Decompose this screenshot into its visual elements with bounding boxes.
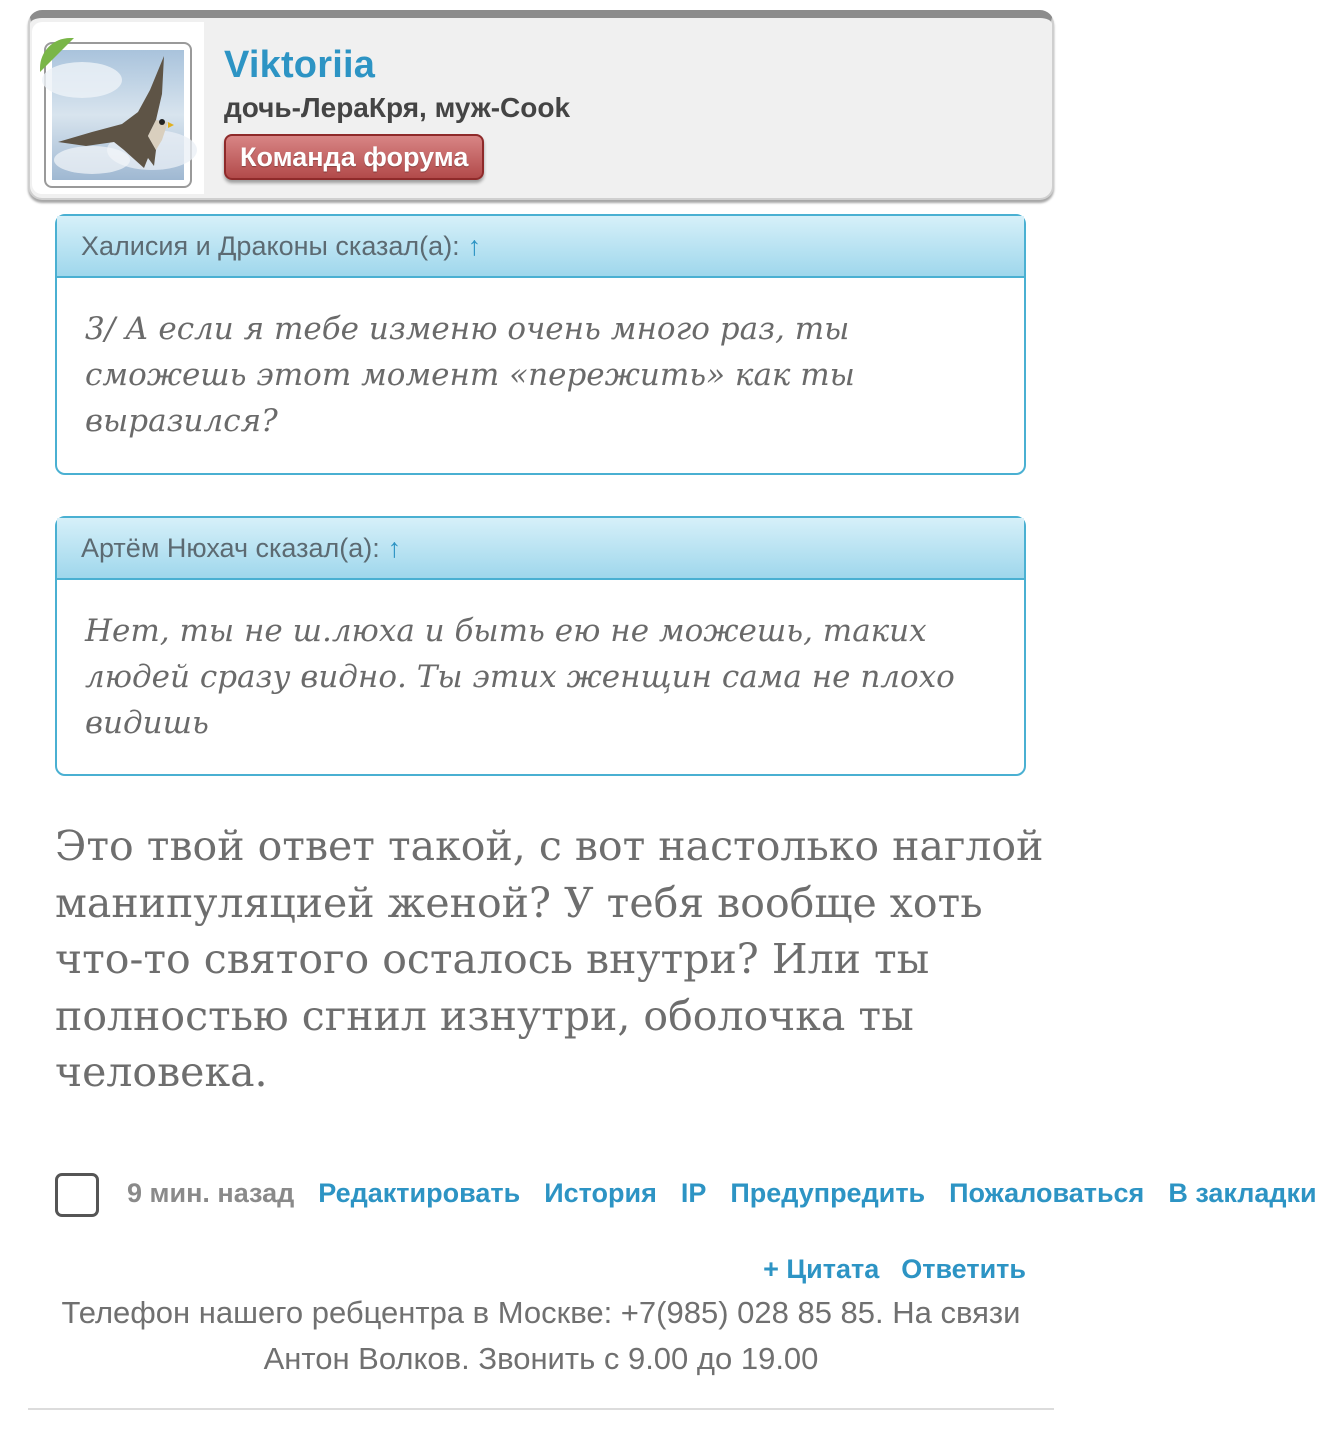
quote-button[interactable]: + Цитата bbox=[763, 1254, 880, 1284]
quote-text: Нет, ты не ш.люха и быть ею не можешь, таких людей сразу видно. Ты этих женщин сама не плохо видишь bbox=[85, 613, 955, 741]
edit-link[interactable]: Редактировать bbox=[318, 1178, 521, 1208]
post-divider bbox=[28, 1408, 1054, 1410]
warn-link[interactable]: Предупредить bbox=[730, 1178, 926, 1208]
quote-author: Артём Нюхач сказал(а): bbox=[81, 533, 380, 563]
quote-block bbox=[55, 516, 1026, 776]
quote-text: 3/ А если я тебе изменю очень много раз, ты сможешь этот момент «пережить» как ты выразился? bbox=[85, 311, 855, 439]
post-actions bbox=[127, 1174, 1317, 1213]
reply-button[interactable]: Ответить bbox=[901, 1254, 1026, 1284]
select-post-checkbox[interactable] bbox=[55, 1173, 99, 1217]
history-link[interactable]: История bbox=[544, 1178, 657, 1208]
avatar-container bbox=[32, 22, 204, 194]
reply-actions bbox=[741, 1250, 1026, 1288]
ip-link[interactable]: IP bbox=[680, 1178, 707, 1208]
user-name-link[interactable]: Viktoriia bbox=[224, 44, 376, 86]
quote-header bbox=[57, 216, 1024, 278]
quote-block bbox=[55, 214, 1026, 475]
jump-to-quote-icon[interactable]: ↑ bbox=[387, 533, 402, 563]
post-message: Это твой ответ такой, с вот настолько наглой манипуляцией женой? У тебя вообще хоть что-то святого осталось внутри? Или ты полностью сгнил изнутри, оболочка ты человека. bbox=[55, 822, 1044, 1096]
falcon-avatar-icon bbox=[52, 50, 184, 180]
team-badge: Команда форума bbox=[224, 134, 484, 180]
jump-to-quote-icon[interactable]: ↑ bbox=[467, 231, 482, 261]
report-link[interactable]: Пожаловаться bbox=[949, 1178, 1145, 1208]
bookmark-link[interactable]: В закладки bbox=[1168, 1178, 1317, 1208]
avatar[interactable] bbox=[44, 42, 192, 188]
post-time: 9 мин. назад bbox=[127, 1178, 295, 1208]
quote-author: Халисия и Драконы сказал(а): bbox=[81, 231, 460, 261]
quote-header bbox=[57, 518, 1024, 580]
user-status: дочь-ЛераКря, муж-Cook bbox=[224, 92, 571, 123]
user-signature: Телефон нашего ребцентра в Москве: +7(985) 028 85 85. На связи Антон Волков. Звонить с 9.00 до 19.00 bbox=[61, 1295, 1021, 1376]
user-card bbox=[28, 10, 1054, 200]
